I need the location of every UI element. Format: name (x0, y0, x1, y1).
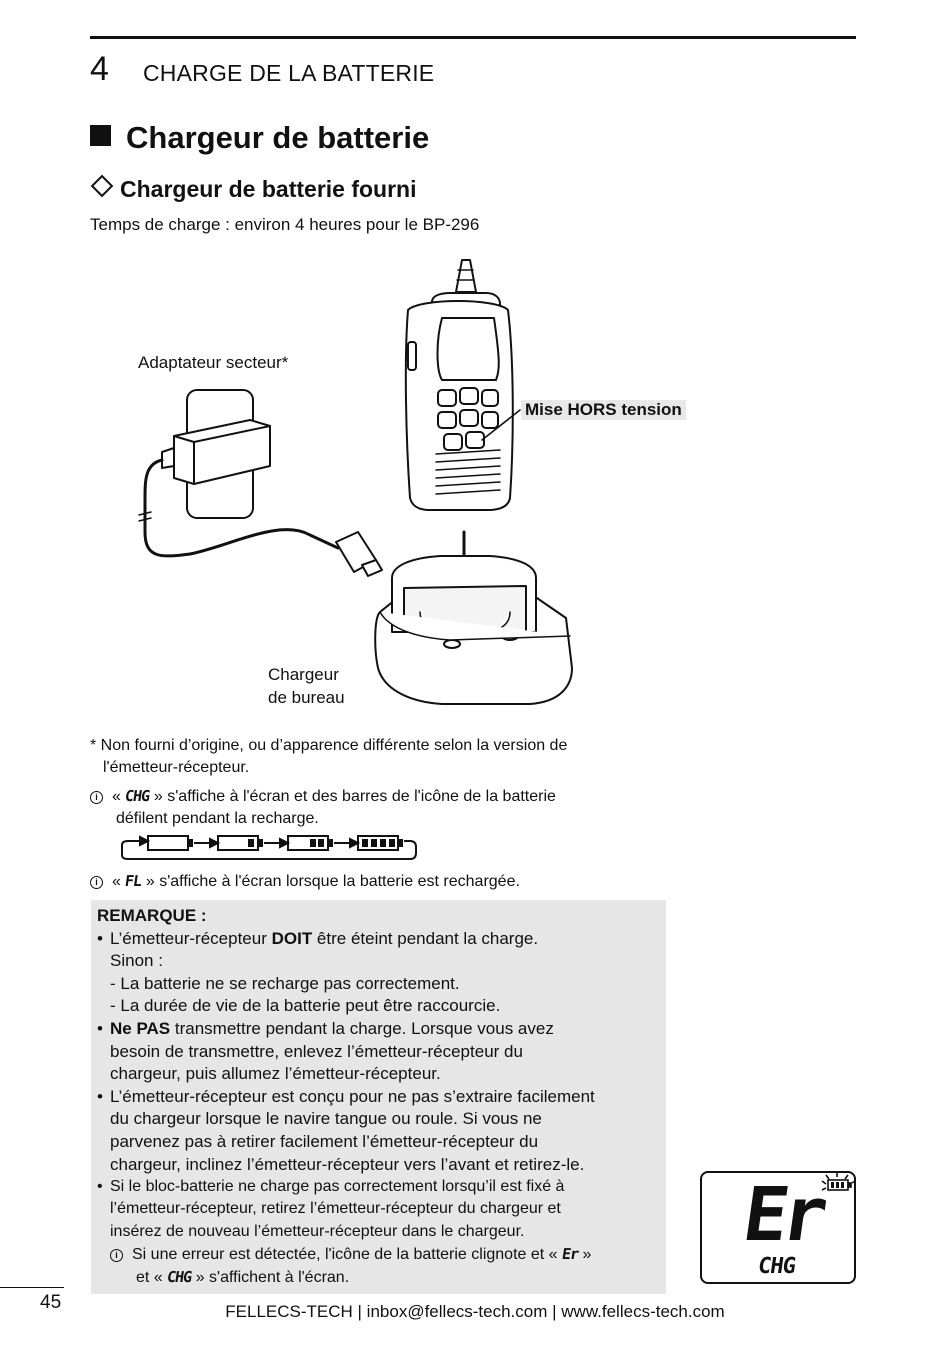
label-charger-line1: Chargeur (268, 665, 339, 684)
remarque-bullet-4: • Si le bloc-batterie ne charge pas correctement lorsqu’il est fixé à (97, 1178, 565, 1196)
lcd-er-code: Er (560, 1245, 580, 1264)
remarque-content: REMARQUE : • L’émetteur-récepteur DOIT être éteint pendant la charge. Sinon : - La batterie ne se recharge pas correctement. - La durée de vie de la batterie peut être raccourcie. • Ne PAS transmettre pendant la charge. Lorsque vous avez besoin de transmettre, enlevez l’émetteur-récepteur du chargeur, puis allumez l’émetteur-récepteur. • L’émetteur-récepteur est conçu pour ne pas s’extraire facilement du chargeur lorsque le navire tangue ou roule. Si vous ne parvenez pas à retirer facilement l’émetteur-récepteur du chargeur, inclinez l’émetteur-récepteur vers l’avant et retirez-le. • Si le bloc-batterie ne charge pas correctement lorsqu’il est fixé à l’émetteur-récepteur, retirez l’émetteur-récepteur du chargeur et insérez de nouveau l’émetteur-récepteur dans le chargeur. i Si une erreur est détectée, l'icône de la batterie clignote et « Er » et « CHG » s'affichent à l'écran. (97, 905, 667, 1290)
dc-plug-icon (336, 532, 382, 576)
section-title-text: Chargeur de batterie (126, 120, 430, 155)
remarque-bullet-3: • L’émetteur-récepteur est conçu pour ne pas s’extraire facilement (97, 1086, 595, 1106)
radio-handset-icon (406, 260, 513, 510)
battery-bar-sequence (112, 833, 422, 863)
top-rule (90, 36, 856, 39)
lcd-small-text: CHG (756, 1254, 797, 1279)
charger-illustration (90, 240, 770, 720)
label-ac-adapter: Adaptateur secteur* (138, 353, 289, 372)
label-desktop-charger (268, 663, 345, 709)
section-title (90, 120, 429, 156)
remarque-error-info: i Si une erreur est détectée, l'icône de la batterie clignote et « Er » (97, 1243, 667, 1266)
battery-one-bar-icon (218, 836, 262, 850)
lcd-chg-code: CHG (165, 1268, 193, 1287)
page-number: 45 (40, 1292, 62, 1313)
battery-full-icon (358, 836, 402, 850)
chapter-title: CHARGE DE LA BATTERIE (143, 60, 435, 86)
lcd-fl-code: FL (124, 872, 143, 890)
footer-contact (0, 1302, 950, 1322)
battery-two-bars-icon (288, 836, 332, 850)
desktop-charger-icon (375, 556, 572, 704)
battery-empty-icon (148, 836, 192, 850)
subsection-title (90, 176, 416, 203)
lcd-display (700, 1171, 856, 1284)
remarque-title: REMARQUE : (97, 906, 207, 925)
info-charging: i « CHG » s'affiche à l'écran et des barres de l'icône de la batterie défilent pendant la recharge. (90, 785, 670, 830)
remarque-bullet-1: • L’émetteur-récepteur DOIT être éteint pendant la charge. (97, 928, 539, 948)
lcd-big-text: Er (737, 1172, 828, 1258)
diamond-bullet-icon (91, 175, 114, 198)
info-full: i « FL » s'affiche à l'écran lorsque la batterie est rechargée. (90, 870, 520, 893)
footnote-line1: * Non fourni d’origine, ou d’apparence différente selon la version de (90, 737, 568, 754)
square-bullet-icon (90, 125, 111, 146)
info-icon: i (90, 876, 103, 889)
label-charger-line2: de bureau (268, 688, 345, 707)
lcd-chg-code: CHG (124, 787, 151, 805)
chapter-number: 4 (90, 50, 109, 88)
info1-line2: défilent pendant la recharge. (116, 810, 319, 827)
info-icon: i (110, 1249, 123, 1262)
subsection-title-text: Chargeur de batterie fourni (120, 176, 417, 202)
label-power-off: Mise HORS tension (521, 400, 686, 420)
page-number-rule (0, 1287, 64, 1288)
footnote-line2: l'émetteur-récepteur. (103, 759, 250, 776)
footnote (90, 735, 670, 779)
info-icon: i (90, 791, 103, 804)
charge-time: Temps de charge : environ 4 heures pour le BP-296 (90, 215, 480, 234)
remarque-bullet-2: • Ne PAS transmettre pendant la charge. Lorsque vous avez (97, 1018, 554, 1038)
footer-text: FELLECS-TECH | inbox@fellecs-tech.com | www.fellecs-tech.com (225, 1302, 725, 1321)
